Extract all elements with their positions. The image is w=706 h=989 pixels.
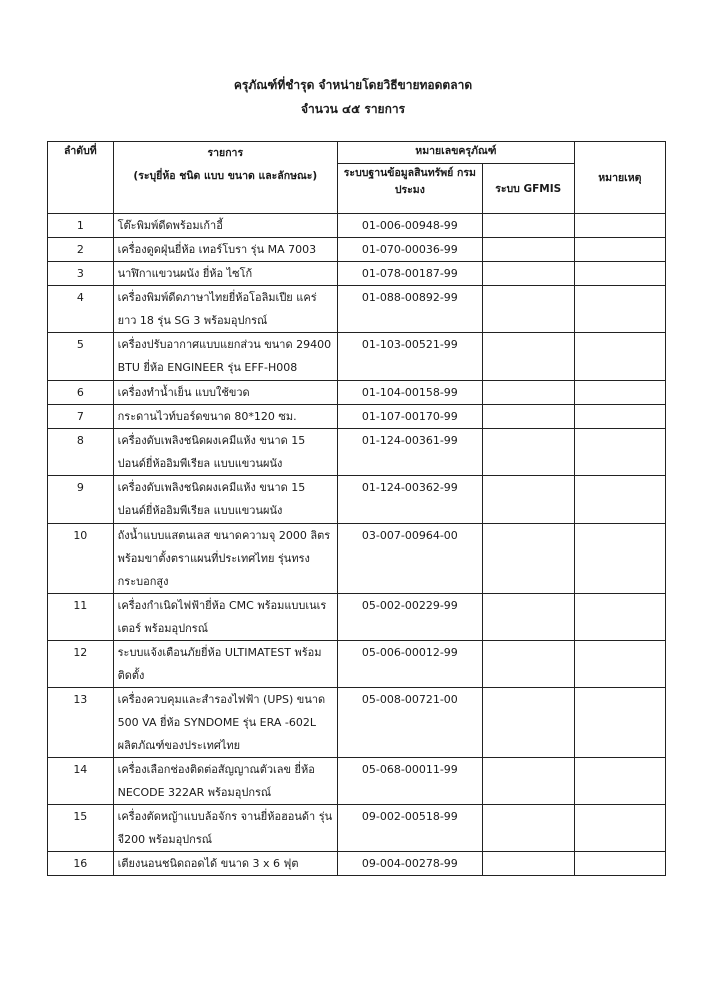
header-item-label: รายการ bbox=[207, 147, 244, 159]
row-number: 10 bbox=[48, 524, 114, 594]
asset-table bbox=[47, 141, 666, 876]
row-asset-db-number: 05-068-00011-99 bbox=[338, 758, 483, 805]
row-number: 15 bbox=[48, 805, 114, 852]
header-no: ลำดับที่ bbox=[48, 142, 114, 214]
row-item: นาฬิกาแขวนผนัง ยี่ห้อ ไซโก้ bbox=[113, 262, 337, 286]
header-asset-db: ระบบฐานข้อมูลสินทรัพย์ กรมประมง bbox=[338, 164, 483, 214]
row-asset-db-number: 01-124-00362-99 bbox=[338, 476, 483, 524]
row-item: ถังน้ำแบบแสตนเลส ขนาดความจุ 2000 ลิตร พร้อมขาตั้งตราแผนที่ประเทศไทย รุ่นทรงกระบอกสูง bbox=[113, 524, 337, 594]
row-item: เครื่องเลือกช่องติดต่อสัญญาณตัวเลข ยี่ห้อ NECODE 322AR พร้อมอุปกรณ์ bbox=[113, 758, 337, 805]
table-row bbox=[48, 429, 666, 476]
row-number: 3 bbox=[48, 262, 114, 286]
row-asset-db-number: 01-103-00521-99 bbox=[338, 333, 483, 381]
row-gfmis-number bbox=[482, 286, 574, 333]
row-gfmis-number bbox=[482, 333, 574, 381]
row-asset-db-number: 03-007-00964-00 bbox=[338, 524, 483, 594]
table-row bbox=[48, 758, 666, 805]
row-remark bbox=[574, 688, 665, 758]
row-remark bbox=[574, 641, 665, 688]
row-asset-db-number: 01-070-00036-99 bbox=[338, 238, 483, 262]
row-asset-db-number: 05-006-00012-99 bbox=[338, 641, 483, 688]
table-body bbox=[48, 214, 666, 876]
row-number: 8 bbox=[48, 429, 114, 476]
table-row bbox=[48, 641, 666, 688]
header-gfmis: ระบบ GFMIS bbox=[482, 164, 574, 214]
row-number: 4 bbox=[48, 286, 114, 333]
row-gfmis-number bbox=[482, 758, 574, 805]
row-asset-db-number: 01-104-00158-99 bbox=[338, 381, 483, 405]
row-asset-db-number: 05-002-00229-99 bbox=[338, 594, 483, 641]
row-item: เครื่องดับเพลิงชนิดผงเคมีแห้ง ขนาด 15 ปอนด์ยี่ห้ออิมพีเรียล แบบแขวนผนัง bbox=[113, 429, 337, 476]
row-item: เครื่องทำน้ำเย็น แบบใช้ขวด bbox=[113, 381, 337, 405]
row-remark bbox=[574, 524, 665, 594]
row-gfmis-number bbox=[482, 594, 574, 641]
row-gfmis-number bbox=[482, 688, 574, 758]
row-item: ระบบแจ้งเตือนภัยยี่ห้อ ULTIMATEST พร้อมติดตั้ง bbox=[113, 641, 337, 688]
row-asset-db-number: 05-008-00721-00 bbox=[338, 688, 483, 758]
row-item: กระดานไวท์บอร์ดขนาด 80*120 ซม. bbox=[113, 405, 337, 429]
row-number: 12 bbox=[48, 641, 114, 688]
row-item: เครื่องควบคุมและสำรองไฟฟ้า (UPS) ขนาด 500 VA ยี่ห้อ SYNDOME รุ่น ERA -602L ผลิตภัณฑ์ของประเทศไทย bbox=[113, 688, 337, 758]
document-subtitle: จำนวน ๔๕ รายการ bbox=[300, 102, 406, 116]
row-number: 6 bbox=[48, 381, 114, 405]
row-number: 7 bbox=[48, 405, 114, 429]
row-remark bbox=[574, 405, 665, 429]
row-asset-db-number: 01-107-00170-99 bbox=[338, 405, 483, 429]
table-row bbox=[48, 381, 666, 405]
row-remark bbox=[574, 852, 665, 876]
row-asset-db-number: 01-088-00892-99 bbox=[338, 286, 483, 333]
row-gfmis-number bbox=[482, 429, 574, 476]
table-row bbox=[48, 688, 666, 758]
row-gfmis-number bbox=[482, 381, 574, 405]
row-gfmis-number bbox=[482, 524, 574, 594]
row-item: เครื่องพิมพ์ดีดภาษาไทยยี่ห้อโอลิมเปีย แคร่ยาว 18 รุ่น SG 3 พร้อมอุปกรณ์ bbox=[113, 286, 337, 333]
row-gfmis-number bbox=[482, 641, 574, 688]
row-number: 14 bbox=[48, 758, 114, 805]
row-gfmis-number bbox=[482, 852, 574, 876]
row-remark bbox=[574, 594, 665, 641]
row-item: เครื่องตัดหญ้าแบบล้อจักร จานยี่ห้อฮอนด้า รุ่น จี200 พร้อมอุปกรณ์ bbox=[113, 805, 337, 852]
row-item: เครื่องกำเนิดไฟฟ้ายี่ห้อ CMC พร้อมแบบเนเรเตอร์ พร้อมอุปกรณ์ bbox=[113, 594, 337, 641]
row-asset-db-number: 09-002-00518-99 bbox=[338, 805, 483, 852]
table-row bbox=[48, 238, 666, 262]
row-item: เครื่องดับเพลิงชนิดผงเคมีแห้ง ขนาด 15 ปอนด์ยี่ห้ออิมพีเรียล แบบแขวนผนัง bbox=[113, 476, 337, 524]
row-remark bbox=[574, 262, 665, 286]
row-item: เตียงนอนชนิดถอดได้ ขนาด 3 x 6 ฟุต bbox=[113, 852, 337, 876]
table-row bbox=[48, 805, 666, 852]
row-number: 9 bbox=[48, 476, 114, 524]
header-item-sub: (ระบุยี่ห้อ ชนิด แบบ ขนาด และลักษณะ) bbox=[133, 170, 318, 182]
table-row bbox=[48, 405, 666, 429]
table-row bbox=[48, 852, 666, 876]
header-asset-no: หมายเลขครุภัณฑ์ bbox=[338, 142, 575, 164]
row-remark bbox=[574, 476, 665, 524]
row-number: 1 bbox=[48, 214, 114, 238]
header-item bbox=[113, 142, 337, 214]
row-gfmis-number bbox=[482, 238, 574, 262]
row-asset-db-number: 01-078-00187-99 bbox=[338, 262, 483, 286]
row-remark bbox=[574, 758, 665, 805]
table-row bbox=[48, 262, 666, 286]
row-item: เครื่องปรับอากาศแบบแยกส่วน ขนาด 29400 BTU ยี่ห้อ ENGINEER รุ่น EFF-H008 bbox=[113, 333, 337, 381]
table-row bbox=[48, 286, 666, 333]
row-number: 11 bbox=[48, 594, 114, 641]
row-remark bbox=[574, 429, 665, 476]
row-gfmis-number bbox=[482, 805, 574, 852]
table-row bbox=[48, 214, 666, 238]
table-row bbox=[48, 333, 666, 381]
row-asset-db-number: 01-006-00948-99 bbox=[338, 214, 483, 238]
row-gfmis-number bbox=[482, 262, 574, 286]
table-row bbox=[48, 594, 666, 641]
row-number: 5 bbox=[48, 333, 114, 381]
row-number: 13 bbox=[48, 688, 114, 758]
row-remark bbox=[574, 381, 665, 405]
header-remark: หมายเหตุ bbox=[574, 142, 665, 214]
row-remark bbox=[574, 333, 665, 381]
row-remark bbox=[574, 238, 665, 262]
table-row bbox=[48, 524, 666, 594]
row-remark bbox=[574, 286, 665, 333]
row-gfmis-number bbox=[482, 476, 574, 524]
row-asset-db-number: 01-124-00361-99 bbox=[338, 429, 483, 476]
row-item: เครื่องดูดฝุ่นยี่ห้อ เทอร์โบรา รุ่น MA 7003 bbox=[113, 238, 337, 262]
table-row bbox=[48, 476, 666, 524]
row-gfmis-number bbox=[482, 405, 574, 429]
row-number: 2 bbox=[48, 238, 114, 262]
row-asset-db-number: 09-004-00278-99 bbox=[338, 852, 483, 876]
row-item: โต๊ะพิมพ์ดีดพร้อมเก้าอี้ bbox=[113, 214, 337, 238]
row-remark bbox=[574, 805, 665, 852]
row-number: 16 bbox=[48, 852, 114, 876]
document-title: ครุภัณฑ์ที่ชำรุด จำหน่ายโดยวิธีขายทอดตลาด bbox=[233, 78, 473, 92]
row-gfmis-number bbox=[482, 214, 574, 238]
row-remark bbox=[574, 214, 665, 238]
